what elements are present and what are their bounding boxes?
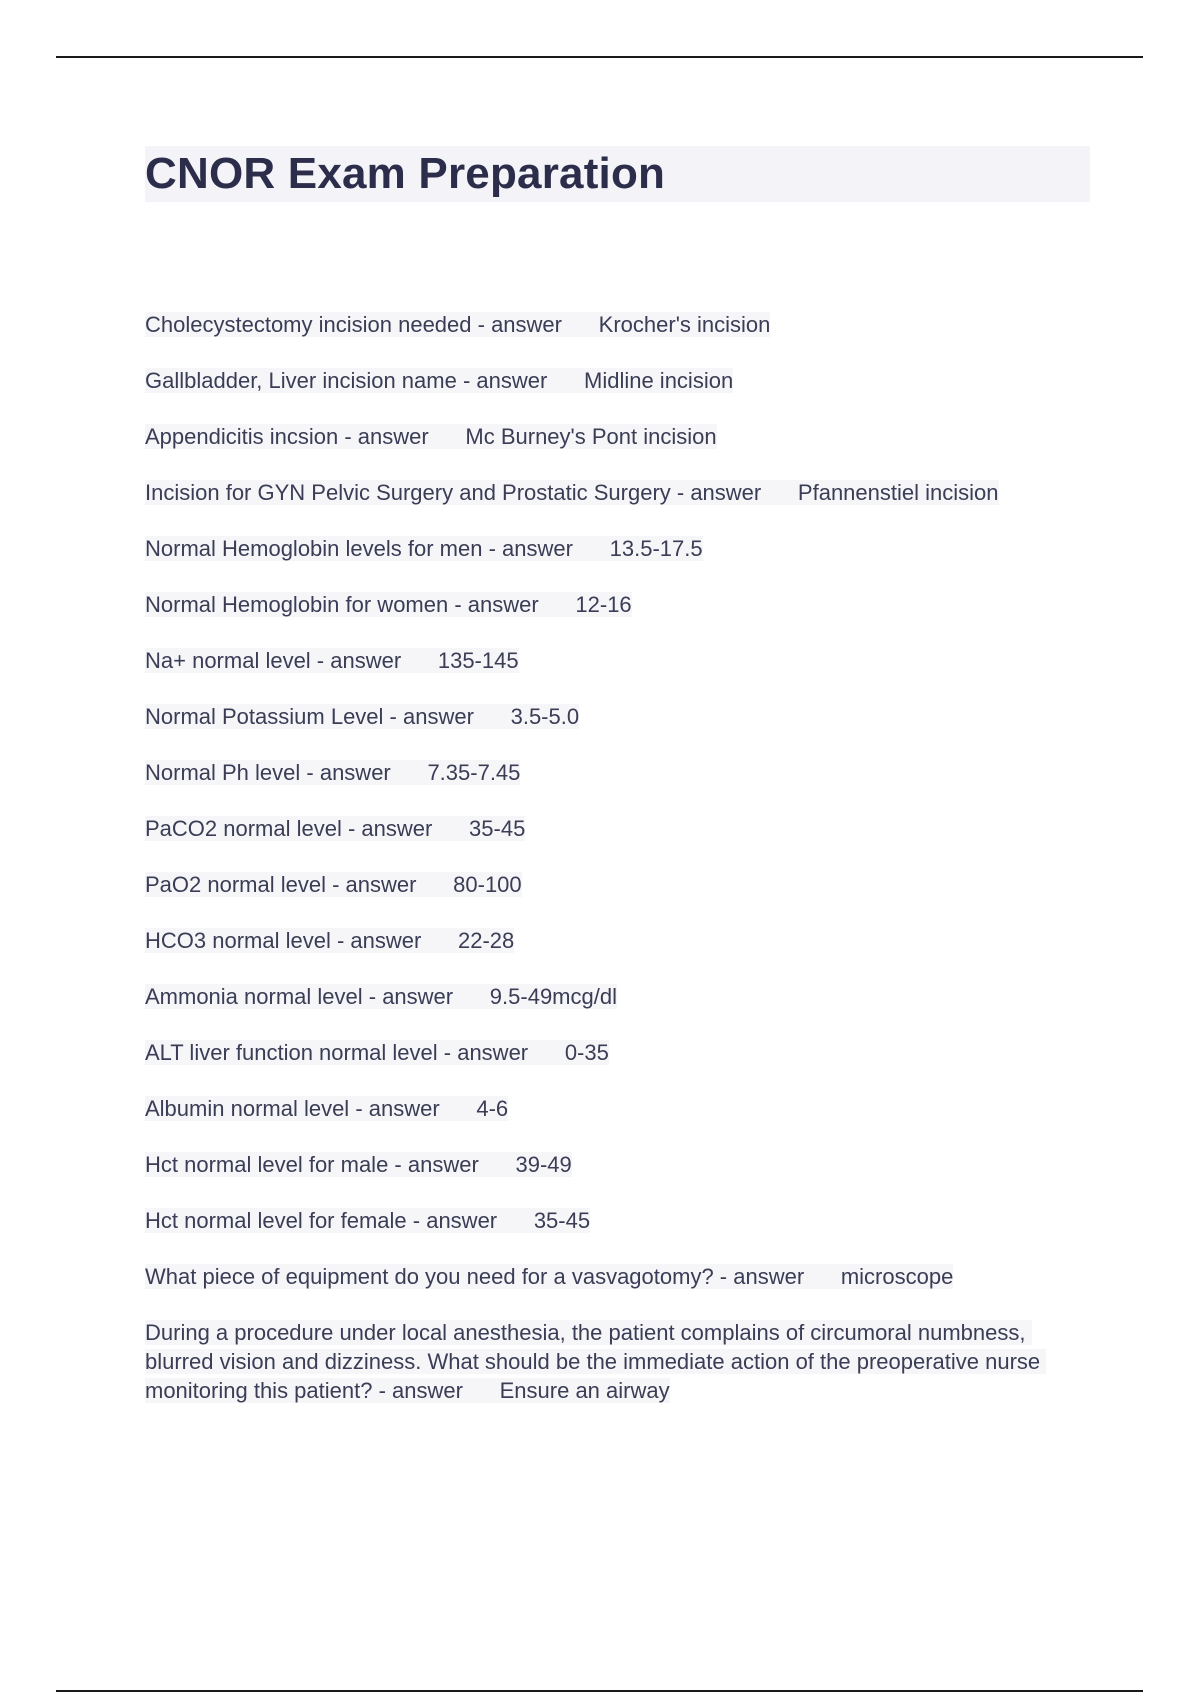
qa-item bbox=[145, 1206, 1090, 1235]
qa-separator: - answer bbox=[713, 1264, 841, 1289]
qa-answer: Ensure an airway bbox=[499, 1378, 670, 1403]
qa-separator: - answer bbox=[338, 424, 466, 449]
qa-item bbox=[145, 478, 1090, 507]
qa-answer: Pfannenstiel incision bbox=[797, 480, 999, 505]
qa-question: Incision for GYN Pelvic Surgery and Prostatic Surgery bbox=[145, 480, 671, 505]
qa-answer: 3.5-5.0 bbox=[510, 704, 580, 729]
qa-answer: 9.5-49mcg/dl bbox=[489, 984, 617, 1009]
qa-separator: - answer bbox=[383, 704, 511, 729]
qa-question: Hct normal level for female bbox=[145, 1208, 407, 1233]
qa-answer: 7.35-7.45 bbox=[427, 760, 521, 785]
qa-separator: - answer bbox=[456, 368, 584, 393]
qa-answer: microscope bbox=[840, 1264, 954, 1289]
qa-question: ALT liver function normal level bbox=[145, 1040, 438, 1065]
qa-item bbox=[145, 814, 1090, 843]
qa-item bbox=[145, 366, 1090, 395]
qa-separator: - answer bbox=[406, 1208, 534, 1233]
bottom-rule bbox=[56, 1690, 1143, 1692]
qa-separator: - answer bbox=[341, 816, 470, 841]
qa-separator: - answer bbox=[372, 1378, 500, 1403]
qa-item bbox=[145, 1150, 1090, 1179]
qa-item bbox=[145, 422, 1090, 451]
qa-item bbox=[145, 646, 1090, 675]
qa-answer: 13.5-17.5 bbox=[609, 536, 703, 561]
qa-question: Normal Hemoglobin for women bbox=[145, 592, 449, 617]
qa-separator: - answer bbox=[448, 592, 576, 617]
qa-separator: - answer bbox=[330, 928, 458, 953]
qa-separator: - answer bbox=[349, 1096, 477, 1121]
qa-question: HCO3 normal level bbox=[145, 928, 331, 953]
qa-separator: - answer bbox=[482, 536, 610, 561]
qa-separator: - answer bbox=[325, 872, 454, 897]
qa-question: Normal Hemoglobin levels for men bbox=[145, 536, 483, 561]
qa-separator: - answer bbox=[310, 648, 438, 673]
qa-separator: - answer bbox=[388, 1152, 516, 1177]
qa-separator: - answer bbox=[437, 1040, 565, 1065]
qa-answer: Krocher's incision bbox=[598, 312, 771, 337]
qa-question: Na+ normal level bbox=[145, 648, 311, 673]
qa-item bbox=[145, 1094, 1090, 1123]
qa-answer: 35-45 bbox=[469, 816, 526, 841]
qa-answer: 0-35 bbox=[564, 1040, 609, 1065]
qa-item bbox=[145, 870, 1090, 899]
qa-answer: Mc Burney's Pont incision bbox=[465, 424, 717, 449]
qa-question: Gallbladder, Liver incision name bbox=[145, 368, 457, 393]
qa-item bbox=[145, 982, 1090, 1011]
qa-item bbox=[145, 1038, 1090, 1067]
qa-answer: 35-45 bbox=[533, 1208, 591, 1233]
qa-question: Normal Potassium Level bbox=[145, 704, 384, 729]
qa-answer: 39-49 bbox=[515, 1152, 572, 1177]
qa-separator: - answer bbox=[670, 480, 798, 505]
qa-item bbox=[145, 1262, 1090, 1291]
qa-item bbox=[145, 534, 1090, 563]
qa-item bbox=[145, 758, 1090, 787]
qa-answer: 80-100 bbox=[453, 872, 522, 897]
top-rule bbox=[56, 56, 1143, 58]
qa-item bbox=[145, 590, 1090, 619]
qa-item bbox=[145, 1318, 1045, 1405]
qa-answer: 22-28 bbox=[458, 928, 515, 953]
qa-separator: - answer bbox=[471, 312, 599, 337]
qa-item bbox=[145, 702, 1090, 731]
qa-question: Normal Ph level bbox=[145, 760, 301, 785]
qa-question: Cholecystectomy incision needed bbox=[145, 312, 472, 337]
qa-answer: 12-16 bbox=[575, 592, 632, 617]
qa-question: Albumin normal level bbox=[145, 1096, 350, 1121]
qa-question: During a procedure under local anesthesia, the patient complains of circumoral numbness, blurred vision and dizziness. What should be the immediate action of the preoperative nurse monitoring this patient? bbox=[145, 1320, 1047, 1403]
qa-answer: 4-6 bbox=[476, 1096, 509, 1121]
qa-answer: 135-145 bbox=[437, 648, 519, 673]
qa-question: Hct normal level for male bbox=[145, 1152, 389, 1177]
qa-question: What piece of equipment do you need for a vasvagotomy? bbox=[145, 1264, 714, 1289]
qa-separator: - answer bbox=[300, 760, 428, 785]
qa-separator: - answer bbox=[362, 984, 490, 1009]
qa-question: Ammonia normal level bbox=[145, 984, 363, 1009]
qa-question: Appendicitis incsion bbox=[145, 424, 339, 449]
qa-item bbox=[145, 310, 1090, 339]
qa-question: PaO2 normal level bbox=[145, 872, 326, 897]
qa-answer: Midline incision bbox=[584, 368, 734, 393]
qa-item bbox=[145, 926, 1090, 955]
page-title: CNOR Exam Preparation bbox=[145, 149, 666, 198]
qa-question: PaCO2 normal level bbox=[145, 816, 342, 841]
qa-list bbox=[145, 310, 1090, 1432]
